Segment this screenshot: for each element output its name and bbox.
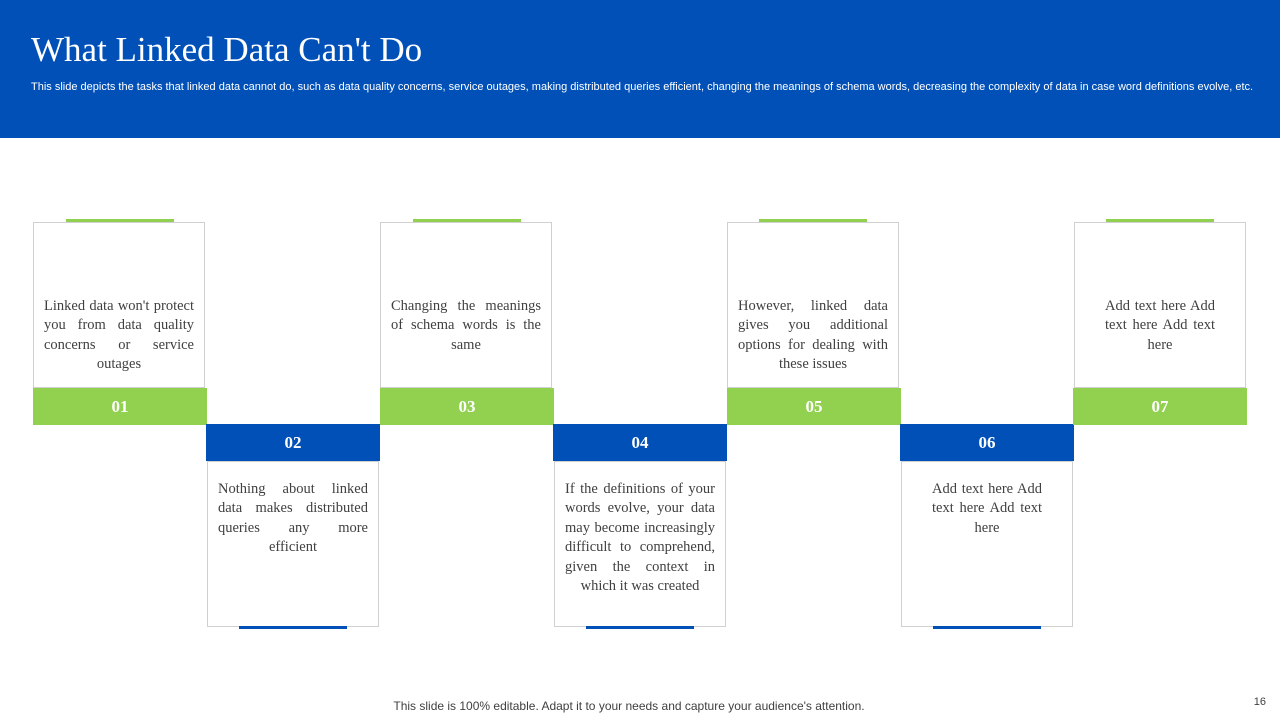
page-number: 16 — [1253, 696, 1266, 708]
step-02-number: 02 — [206, 424, 380, 461]
step-01-text: Linked data won't protect you from data quality concerns or service outages — [44, 298, 194, 373]
step-04-card — [554, 461, 726, 627]
step-01-card — [33, 222, 205, 388]
step-06-accent-line — [933, 626, 1041, 629]
step-06-text: Add text here Add text here Add text here — [932, 481, 1042, 536]
footer-note: This slide is 100% editable. Adapt it to your needs and capture your audience's attention. — [393, 699, 865, 713]
step-04-number: 04 — [553, 424, 727, 461]
step-03-text: Changing the meanings of schema words is the same — [391, 298, 541, 353]
step-05-text: However, linked data gives you additional options for dealing with these issues — [738, 298, 888, 373]
step-04-accent-line — [586, 626, 694, 629]
step-06-number: 06 — [900, 424, 1074, 461]
step-05-card — [727, 222, 899, 388]
step-07-text: Add text here Add text here Add text here — [1105, 298, 1215, 353]
step-02-card — [207, 461, 379, 627]
step-05-number: 05 — [727, 388, 901, 425]
step-04-text: If the definitions of your words evolve, your data may become increasingly difficult to comprehend, given the context in which it was created — [565, 481, 715, 595]
step-03-number: 03 — [380, 388, 554, 425]
step-02-text: Nothing about linked data makes distributed queries any more efficient — [218, 481, 368, 556]
slide-title: What Linked Data Can't Do — [31, 30, 423, 69]
step-03-card — [380, 222, 552, 388]
step-07-number: 07 — [1073, 388, 1247, 425]
header-banner — [0, 0, 1280, 138]
step-07-card — [1074, 222, 1246, 388]
step-01-number: 01 — [33, 388, 207, 425]
step-02-accent-line — [239, 626, 347, 629]
slide-subtitle: This slide depicts the tasks that linked data cannot do, such as data quality concerns, service outages, making distributed queries efficient, changing the meanings of schema words, decreasing the complexity of data in case word definitions evolve, etc. — [31, 81, 1254, 93]
step-06-card — [901, 461, 1073, 627]
